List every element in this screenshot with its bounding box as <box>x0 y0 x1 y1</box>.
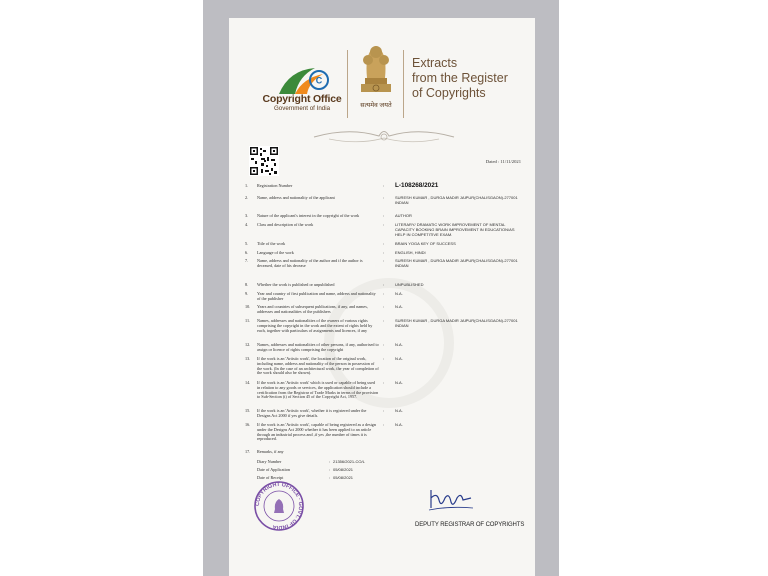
copyright-office-logo <box>259 50 345 130</box>
register-title <box>412 56 508 101</box>
row-number: 3. <box>245 213 249 218</box>
row-separator: : <box>383 213 385 218</box>
row-number: 17. <box>245 449 251 454</box>
issue-date: Dated : 11/11/2021 <box>485 159 521 164</box>
row-label: Name, address and nationality of the author and if the author is deceased, date of his decease <box>257 258 363 268</box>
seal-text: COPYRIGHT OFFICE · GOVT. OF INDIA <box>254 481 304 531</box>
row-label: Diary Number <box>257 459 282 464</box>
certificate-page <box>229 18 535 576</box>
row-separator: : <box>383 282 385 287</box>
row-number: 2. <box>245 195 249 200</box>
row-number: 11. <box>245 318 251 323</box>
row-label: Name, address and nationality of the applicant <box>257 195 335 200</box>
header-divider <box>347 50 348 118</box>
row-separator: : <box>383 241 385 246</box>
office-subtitle: Government of India <box>273 105 331 112</box>
national-emblem-icon <box>355 38 397 100</box>
row-value: N.A. <box>395 422 403 427</box>
office-seal-stamp <box>253 480 305 532</box>
row-label: Whether the work is published or unpublished <box>257 282 335 287</box>
row-label: If the work is an 'Artistic work', whether it is registered under the Designs Act 2000 if yes give details. <box>257 408 367 418</box>
row-number: 14. <box>245 380 251 385</box>
row-separator: : <box>383 183 385 188</box>
row-separator: : <box>383 318 385 323</box>
row-label: Names, addresses and nationalities of the owners of various rights comprising the copyright in the work and the extent of rights held by each, together with particulars of assignments and licences, if any <box>257 318 373 333</box>
row-separator: : <box>329 475 331 480</box>
svg-text:C: C <box>315 75 323 86</box>
row-value: 21356/2021-CO/L <box>333 459 365 464</box>
row-value: N.A. <box>395 304 403 309</box>
row-separator: : <box>383 195 385 200</box>
row-separator: : <box>383 304 385 309</box>
row-label: Nature of the applicant's interest in the copyright of the work <box>257 213 360 218</box>
register-title-line: of Copyrights <box>412 86 486 100</box>
row-separator: : <box>383 408 385 413</box>
row-label: Names, addresses and nationalities of other persons, if any, authorised to assign or licence of rights comprising the copyright <box>257 342 379 352</box>
row-separator: : <box>383 222 385 227</box>
row-value: N.A. <box>395 356 403 361</box>
row-separator: : <box>383 342 385 347</box>
emblem-motto: सत्यमेव जयते <box>360 102 392 109</box>
row-value: 05/08/2021 <box>333 475 354 480</box>
row-number: 13. <box>245 356 251 361</box>
row-number: 6. <box>245 250 249 255</box>
header-divider <box>403 50 404 118</box>
row-label: Date of Application <box>257 467 291 472</box>
row-separator: : <box>383 380 385 385</box>
ornament-flourish <box>309 123 459 149</box>
qr-code-icon <box>249 146 279 176</box>
row-number: 15. <box>245 408 251 413</box>
row-label: Language of the work <box>257 250 294 255</box>
row-label: Class and description of the work <box>257 222 314 227</box>
row-number: 4. <box>245 222 249 227</box>
row-separator: : <box>383 258 385 263</box>
row-value: 05/08/2021 <box>333 467 354 472</box>
row-number: 16. <box>245 422 251 427</box>
row-value: N.A. <box>395 408 403 413</box>
row-value: SURESH KUMAR , DURGA MADIR JAIPUR(CHALISGAON)-277001 INDIAN <box>395 258 518 268</box>
row-separator: : <box>383 356 385 361</box>
row-label: Years and countries of subsequent publications, if any, and names, addresses and nationalities of the publishers <box>257 304 368 314</box>
certificate-header <box>229 18 535 158</box>
row-value: N.A. <box>395 291 403 296</box>
row-separator: : <box>329 459 331 464</box>
row-number: 9. <box>245 291 249 296</box>
row-label: Date of Receipt <box>257 475 284 480</box>
registrar-signature <box>425 486 477 514</box>
row-label: If the work is an 'Artistic work', the location of the original work, including name, address and nationality of the person in possession of the work. (In the case of an architectural work, the year of completion of the work should also be shown). <box>257 356 379 376</box>
register-title-line: Extracts <box>412 56 458 70</box>
office-title: Copyright Office <box>262 93 342 105</box>
row-label: Remarks, if any <box>257 449 284 454</box>
row-value: ENGLISH, HINDI <box>395 250 426 255</box>
registration-number: L-108268/2021 <box>395 182 439 189</box>
row-separator: : <box>329 467 331 472</box>
row-value: LITERARY/ DRAMATIC WORK IMPROVEMENT OF MENTAL CAPACITY BOOKING BRAIN IMPROVEMENT IN EDUCATION/AS HELP IN COMPETITIVE EXAM. <box>395 222 515 237</box>
row-value: AUTHOR <box>395 213 412 218</box>
row-value: N.A. <box>395 380 403 385</box>
row-value: N.A. <box>395 342 403 347</box>
row-number: 12. <box>245 342 251 347</box>
row-number: 10. <box>245 304 251 309</box>
row-separator: : <box>383 291 385 296</box>
register-title-line: from the Register <box>412 71 508 85</box>
row-value: BRAIN YOGA KEY OF SUCCESS <box>395 241 456 246</box>
row-value: SURESH KUMAR , DURGA MADIR JAIPUR(CHALISGAON)-277001 INDIAN <box>395 195 518 205</box>
row-separator: : <box>383 422 385 427</box>
row-value: SURESH KUMAR , DURGA MADIR JAIPUR(CHALISGAON)-277001 INDIAN <box>395 318 518 328</box>
row-label: If the work is an 'Artistic work', capable of being registered as a design under the Designs Act 2000 whether it has been applied to an article through an industrial process and ,if yes ,the number of times it is reproduced. <box>257 422 376 442</box>
row-label: Registration Number <box>257 183 293 188</box>
row-label: Title of the work <box>257 241 286 246</box>
row-label: Year and country of first publication and name, address and nationality of the publisher <box>257 291 376 301</box>
row-label: If the work is an 'Artistic work' which is used or capable of being used in relation to any goods or services, the application should include a certification from the Registrar of Trade Marks in terms of the provision to Sub-Section (i) of Section 45 of the Copyright Act, 1957. <box>257 380 379 400</box>
row-number: 8. <box>245 282 249 287</box>
row-number: 7. <box>245 258 249 263</box>
row-number: 1. <box>245 183 249 188</box>
row-value: UNPUBLISHED <box>395 282 424 287</box>
row-separator: : <box>383 250 385 255</box>
signatory-title: DEPUTY REGISTRAR OF COPYRIGHTS <box>415 522 525 528</box>
row-number: 5. <box>245 241 249 246</box>
